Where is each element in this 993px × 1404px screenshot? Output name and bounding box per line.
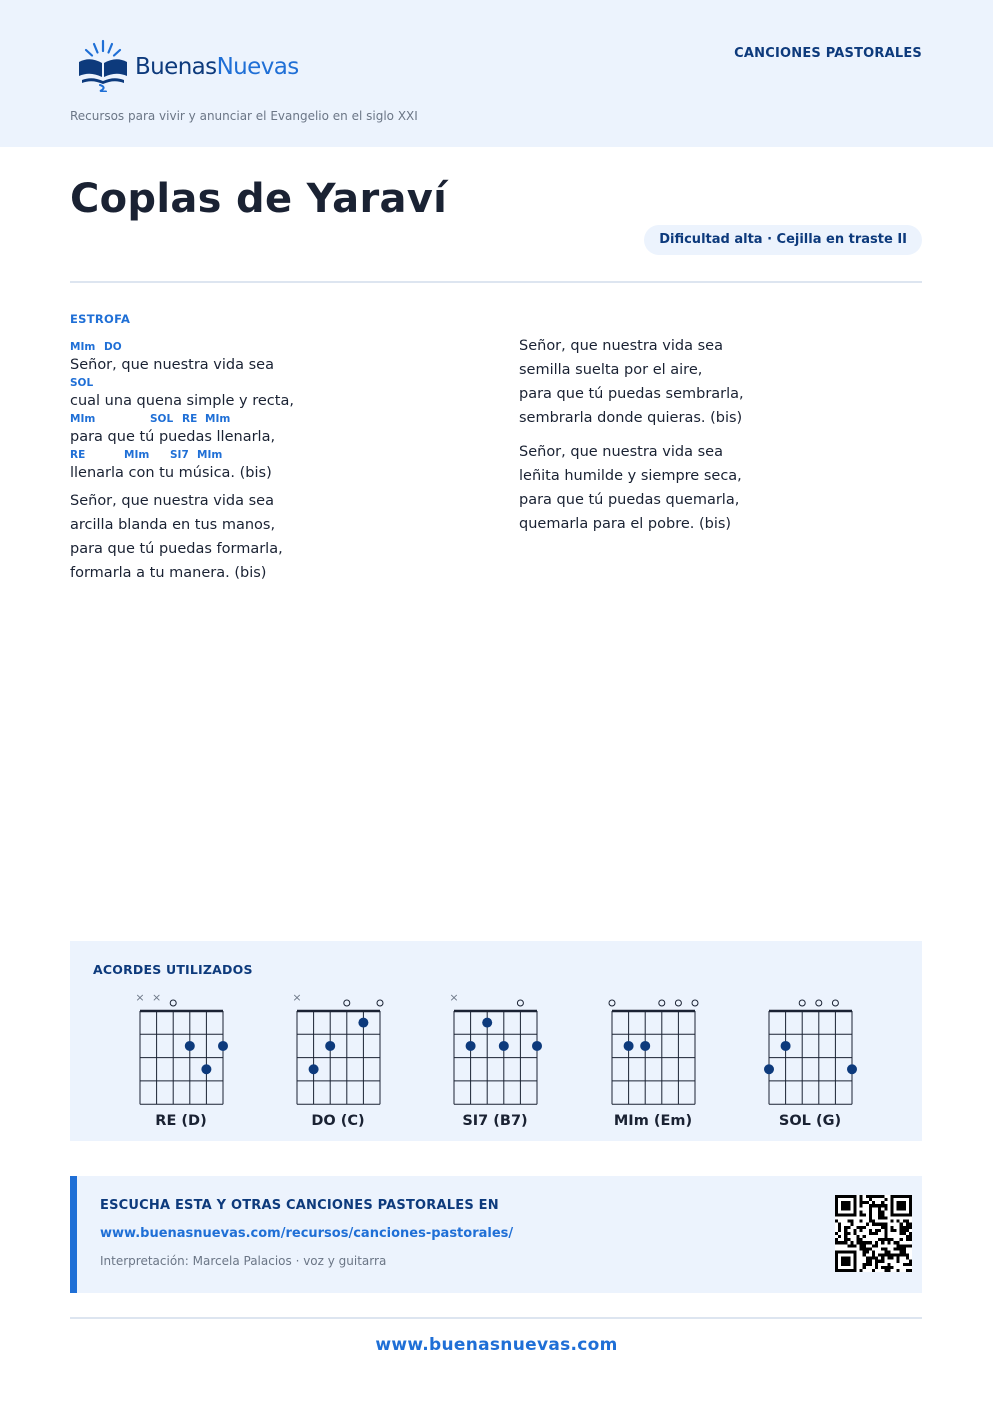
lyric-line: llenarla con tu música. (bis): [70, 465, 272, 481]
listen-title: ESCUCHA ESTA Y OTRAS CANCIONES PASTORALES EN: [100, 1198, 499, 1213]
lyric-line: Señor, que nuestra vida sea: [519, 444, 723, 460]
chord-name: SI7 (B7): [462, 1113, 528, 1129]
qr-code-icon[interactable]: [835, 1195, 912, 1272]
lyric-line: semilla suelta por el aire,: [519, 362, 703, 378]
finger-dot: [201, 1064, 211, 1074]
muted-string-mark: ×: [151, 991, 162, 1004]
finger-dot: [218, 1041, 228, 1051]
lyric-line: para que tú puedas llenarla,: [70, 429, 276, 445]
lyrics-column-left: [70, 312, 490, 585]
finger-dot: [781, 1041, 791, 1051]
open-string-mark: [609, 1000, 615, 1006]
chord-diagram-si7: [430, 991, 560, 1131]
chord-label: SOL: [150, 413, 174, 425]
brand-logo[interactable]: [76, 36, 299, 92]
stanza: [519, 440, 919, 536]
chord-line: [70, 449, 490, 463]
divider: [70, 281, 922, 283]
open-string-mark: [377, 1000, 383, 1006]
lyric-line: para que tú puedas sembrarla,: [519, 386, 744, 402]
divider: [70, 1317, 922, 1319]
chord-diagram-do: [273, 991, 403, 1131]
chord-line: [70, 413, 490, 427]
chord-name: SOL (G): [778, 1113, 842, 1129]
finger-dot: [764, 1064, 774, 1074]
section-label[interactable]: CANCIONES PASTORALES: [734, 46, 922, 61]
song-title: Coplas de Yaraví: [70, 176, 448, 222]
stanza: [519, 334, 919, 430]
lyric-line: Señor, que nuestra vida sea: [70, 357, 274, 373]
finger-dot: [499, 1041, 509, 1051]
finger-dot: [640, 1041, 650, 1051]
chord-diagram-sol: [745, 991, 875, 1131]
chord-line: [70, 377, 490, 391]
lyric-line: Señor, que nuestra vida sea: [519, 338, 723, 354]
performer-credit: Interpretación: Marcela Palacios · voz y guitarra: [100, 1254, 387, 1268]
finger-dot: [624, 1041, 634, 1051]
chord-name: DO (C): [311, 1113, 365, 1129]
brand-name-part1: Buenas: [135, 54, 217, 80]
finger-dot: [325, 1041, 335, 1051]
chords-panel: [70, 941, 922, 1141]
lyric-line: quemarla para el pobre. (bis): [519, 516, 732, 532]
listen-link[interactable]: www.buenasnuevas.com/recursos/canciones-pastorales/: [100, 1226, 514, 1241]
finger-dot: [185, 1041, 195, 1051]
page-header: [0, 0, 993, 147]
finger-dot: [482, 1018, 492, 1028]
chord-label: MIm: [70, 341, 96, 353]
chord-label: DO: [104, 341, 122, 353]
chord-diagram-svg: [745, 991, 875, 1111]
open-string-mark: [517, 1000, 523, 1006]
muted-string-mark: ×: [292, 991, 302, 1004]
open-string-mark: [832, 1000, 838, 1006]
lyric-line: cual una quena simple y recta,: [70, 393, 294, 409]
chord-diagram-svg: [116, 991, 246, 1111]
open-string-mark: [692, 1000, 698, 1006]
finger-dot: [309, 1064, 319, 1074]
lyric-line: leñita humilde y siempre seca,: [519, 468, 742, 484]
brand-name-part2: Nuevas: [216, 54, 299, 80]
chord-diagram-svg: [273, 991, 403, 1111]
finger-dot: [847, 1064, 857, 1074]
brand-name: [135, 54, 299, 80]
open-string-mark: [344, 1000, 350, 1006]
lyric-line: Señor, que nuestra vida sea: [70, 493, 274, 509]
tagline: Recursos para vivir y anunciar el Evangelio en el siglo XXI: [70, 109, 418, 123]
chorded-stanza: [70, 341, 490, 484]
chord-label: MIm: [197, 449, 223, 461]
finger-dot: [466, 1041, 476, 1051]
chord-diagram-re: [116, 991, 246, 1131]
section-heading: ESTROFA: [70, 312, 131, 326]
chord-label: RE: [182, 413, 198, 425]
finger-dot: [358, 1018, 368, 1028]
chord-diagram-mim: [588, 991, 718, 1131]
lyric-line: arcilla blanda en tus manos,: [70, 517, 276, 533]
chord-diagram-svg: [430, 991, 560, 1111]
lyric-line: formarla a tu manera. (bis): [70, 565, 267, 581]
muted-string-mark: ×: [449, 991, 459, 1004]
chord-line: [70, 341, 490, 355]
chord-name: RE (D): [155, 1113, 207, 1129]
difficulty-badge: Dificultad alta · Cejilla en traste II: [644, 225, 922, 255]
lyric-line: para que tú puedas quemarla,: [519, 492, 740, 508]
lyrics-column-right: [519, 334, 919, 536]
chord-diagram-svg: [588, 991, 718, 1111]
chord-label: MIm: [124, 449, 150, 461]
footer-link[interactable]: www.buenasnuevas.com: [375, 1335, 618, 1355]
muted-string-mark: ×: [135, 991, 145, 1004]
chord-label: SI7: [170, 449, 189, 461]
chord-label: MIm: [205, 413, 231, 425]
chord-label: MIm: [70, 413, 96, 425]
chords-panel-title: ACORDES UTILIZADOS: [93, 962, 253, 977]
chord-name: MIm (Em): [613, 1113, 693, 1129]
lyric-line: sembrarla donde quieras. (bis): [519, 410, 743, 426]
open-string-mark: [170, 1000, 176, 1006]
chord-label: SOL: [70, 377, 94, 389]
open-string-mark: [816, 1000, 822, 1006]
open-string-mark: [675, 1000, 681, 1006]
open-book-with-rays-logo-icon: [76, 36, 130, 92]
listen-panel: [70, 1176, 922, 1293]
chord-label: RE: [70, 449, 86, 461]
stanza: [70, 489, 490, 585]
finger-dot: [532, 1041, 542, 1051]
open-string-mark: [659, 1000, 665, 1006]
lyric-line: para que tú puedas formarla,: [70, 541, 283, 557]
open-string-mark: [799, 1000, 805, 1006]
